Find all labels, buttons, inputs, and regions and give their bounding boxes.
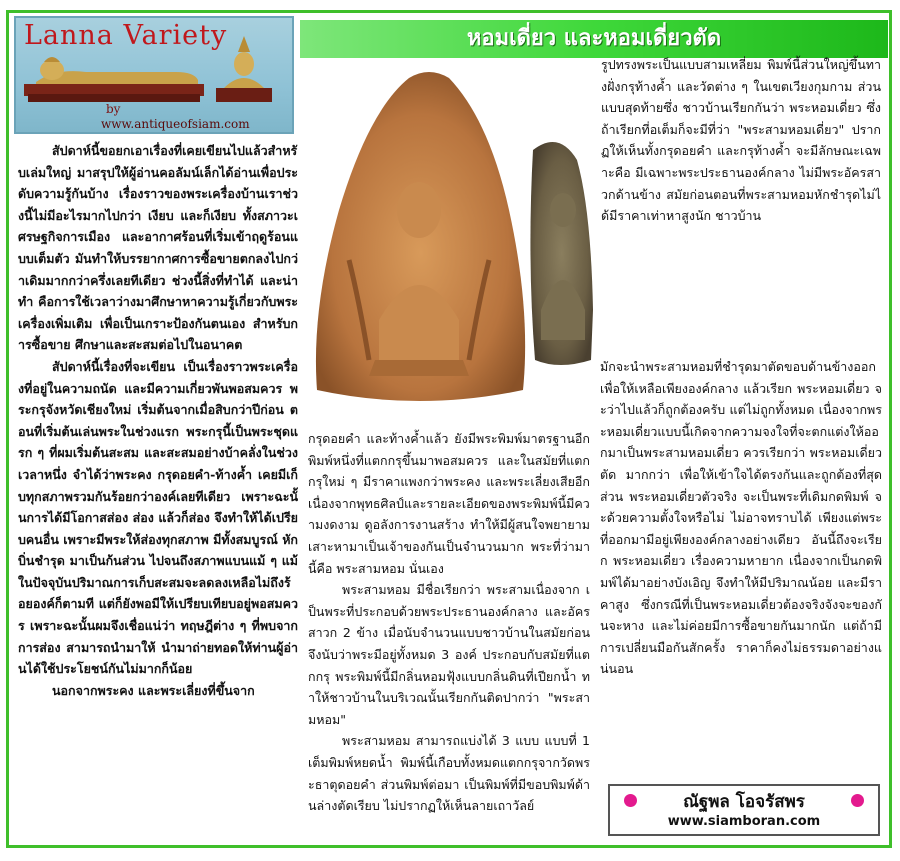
paragraph-homdiew: มักจะนำพระสามหอมที่ชำรุดมาตัดขอบด้านข้างออก เพื่อให้เหลือเพียงองค์กลาง แล้วเรียก พระหอมเดี่ยว จะว่าไปแล้วก็ถูกต้องครับ แต่ไม่ถูกทั้งหมด เนื่องจากพระหอมเดี่ยวแบบนี้เกิดจากความจงใจที่จะตกแต่งให้ออกมาเป็นพระสามหอมเดี่ยว ควรเรียกว่า พระหอมเดี่ยวตัด มากกว่า เพื่อให้เข้าใจได้ตรงกันและถูกต้องที่สุด ส่วน พระหอมเดี่ยวตัวจริง จะเป็นพระที่เดิมกดพิมพ์ จะด้วยความตั้งใจหรือไม่ ไม่อาจทราบได้ เพียงแต่พระที่ออกมามีอยู่เพียงองค์กลางอย่างเดียว อันนี้ถึงจะเรียก พระหอมเดี่ยว เรื่องความหายาก เนื่องจากเป็นกดพิมพ์ได้มาอย่างบังเอิญ จึงทำให้มีปริมาณน้อย และมีราคาสูง ซึ่งกรณีที่เป็นพระหอมเดี่ยวต้องจริงจังจะของกันจะหาง และไม่ค่อยมีการซื้อขายกันมากนัก แต่ถ้ามีการเปลี่ยนมือกันสักครั้ง ราคาก็คงไม่ธรรมดาอย่างแน่นอน xyxy=(600,359,882,677)
column-banner xyxy=(14,16,294,134)
paragraph-samhom-intro: กรุดอยคำ และท้างค้ำแล้ว ยังมีพระพิมพ์มาตรฐานอีกพิมพ์หนึ่งที่แตกกรุขึ้นมาพอสมควร และในสมัยที่แตกกรุใหม่ ๆ มีราคาแพงกว่าพระคง และพระเลี่ยงเสียอีก เนื่องจากพุทธศิลป์และรายละเอียดของพระพิมพ์นี้มีความงดงาม ดูอลังการงานสร้าง ทำให้มีผู้สนใจพยายามเสาะหามาเป็นเจ้าของกันเป็นจำนวนมาก พระที่ว่ามานี้คือ พระสามหอม นั่นเอง xyxy=(308,431,590,576)
column-2 xyxy=(308,428,590,832)
paragraph-intro: สัปดาห์นี้ขอยกเอาเรื่องที่เคยเขียนไปแล้วสำหรับเล่มใหญ่ มาสรุปให้ผู้อ่านคอลัมน์เล็กได้อ่านเพื่อประดับความรู้กันบ้าง เรื่องราวของพระเครื่องบ้านเราช่วงนี้ไม่มีอะไรมากไปกว่า เงียบ และก็เงียบ ทั้งสภาวะเศรษฐกิจการเมือง และอากาศร้อนที่เริ่มเข้าฤดูร้อนแบบเต็มตัว มันทำให้บรรยากาศการซื้อขายตกลงไปกว่าเดิมมากกว่าครึ่งเลยทีเดียว ช่วงนี้สิ่งที่ทำได้ และน่าทำ คือการใช้เวลาว่างมาศึกษาหาความรู้เกี่ยวกับพระเครื่องเพิ่มเติม เพื่อเป็นเกราะป้องกันตนเอง สำหรับการซื้อขาย ศึกษาและสะสมต่อไปในอนาคต xyxy=(18,143,298,353)
byline-url[interactable]: www.siamboran.com xyxy=(667,814,821,829)
headline-bar xyxy=(300,20,888,58)
paragraph-triangle: รูปทรงพระเป็นแบบสามเหลี่ยม พิมพ์นี้ส่วนใหญ่ขึ้นทางฝั่งกรุท้างค้ำ และวัดต่าง ๆ ในเขตเวียงกุมกาม ส่วนแบบสุดท้ายซึ่ง ชาวบ้านเรียกกันว่า พระหอมเดี่ยว ซึ่งถ้าเรียกที่อเต็มก็จะมีที่ว่า "พระสามหอมเดี่ยว" ปรากฏให้เห็นทั้งกรุดอยคำ และกรุท้างค้ำ จะมีลักษณะเฉพาะคือ มีเฉพาะพระประธานองค์กลาง ไม่มีพระอัครสาวกด้านข้าง สมัยก่อนตอนที่พระสามหอมหักชำรุดไม่ได้มีราคาเท่าหาสูงนัก ชาวบ้าน xyxy=(601,57,881,224)
column-3 xyxy=(600,356,882,776)
banner-by: by xyxy=(106,102,121,116)
banner-title: Lanna Variety xyxy=(24,20,228,51)
article-headline: หอมเดี่ยว และหอมเดี่ยวตัด xyxy=(466,26,722,51)
paragraph-continue: นอกจากพระคง และพระเลี่ยงที่ขึ้นจาก xyxy=(52,682,255,698)
byline-box xyxy=(608,784,880,836)
reclining-buddha-icon xyxy=(16,18,292,132)
paragraph-samhom-types: พระสามหอม สามารถแบ่งได้ 3 แบบ แบบที่ 1 เต็มพิมพ์หยดน้ำ พิมพ์นี้เกือบทั้งหมดแตกกรุจากวัดพระธาตุดอยคำ ส่วนพิมพ์ต่อมา เป็นพิมพ์ที่มีขอบพิมพ์ด้านล่างตัดเรียบ ไม่ปรากฏให้เห็นลายเถาวัลย์ xyxy=(308,733,590,814)
paragraph-samhom-name: พระสามหอม มีชื่อเรียกว่า พระสามเนื่องจาก เป็นพระที่ประกอบด้วยพระประธานองค์กลาง และอัครสาวก 2 ข้าง เมื่อนับจำนวนแบบชาวบ้านในสมัยก่อน จึงนับว่าพระมีอยู่ทั้งหมด 3 องค์ ประกอบกับสมัยที่แตกกรุ พระพิมพ์นี้มีกลิ่นหอมฟุ้งแบบกลิ่นดินที่เปียกน้ำ ทำให้ชาวบ้านในบริเวณนั้นเรียกกันติดปากว่า "พระสามหอม" xyxy=(308,582,590,727)
triangular-amulet-icon xyxy=(309,60,599,420)
banner-url[interactable]: www.antiqueofsiam.com xyxy=(101,117,250,131)
column-1 xyxy=(18,140,298,830)
amulet-photo xyxy=(309,60,599,420)
byline-author: ณัฐพล โอจรัสพร xyxy=(683,792,805,812)
column-4 xyxy=(601,54,881,354)
paragraph-background: สัปดาห์นี้เรื่องที่จะเขียน เป็นเรื่องราวพระเครื่องที่อยู่ในความถนัด และมีความเกี่ยวพันพอสมควร พระกรุจังหวัดเชียงใหม่ เริ่มต้นจากเมื่อสิบกว่าปีก่อน ตอนที่เริ่มต้นเล่นพระในช่วงแรก พระกรุนี้เป็นพระชุดแรก ๆ ที่ผมเริ่มต้นสะสม และสะสมอย่างบ้าคลั่งในช่วงเวลาหนึ่ง จำได้ว่าพระคง กรุดอยคำ-ท้างค้ำ เคยมีเก็บทุกสภาพรวมกันร้อยกว่าองค์เลยทีเดียว เพราะฉะนั้นการได้มีโอกาสส่อง ส่อง แล้วก็ส่อง จึงทำให้ได้เปรียบคนอื่น เพราะมีพระให้ส่องทุกสภาพ มีทั้งสมบูรณ์ หักบิ่นชำรุด มาเป็นก้นส่วน ไปจนถึงสภาพแบนแม้ ๆ แม้ในปัจจุบันปริมาณการเก็บสะสมจะลดลงเหลือไม่ถึงร้อยองค์ก็ตามที แต่ก็ยังพอมีให้เปรียบเทียบอยู่พอสมควร เพราะฉะนั้นผมจึงเชื่อแน่ว่า ทฤษฎีต่าง ๆ ที่พบจากการส่อง สามารถนำมาให้ นำมาถ่ายทอดให้ท่านผู้อ่านได้ใช้ประโยชน์กันไม่มากก็น้อย xyxy=(18,358,298,677)
